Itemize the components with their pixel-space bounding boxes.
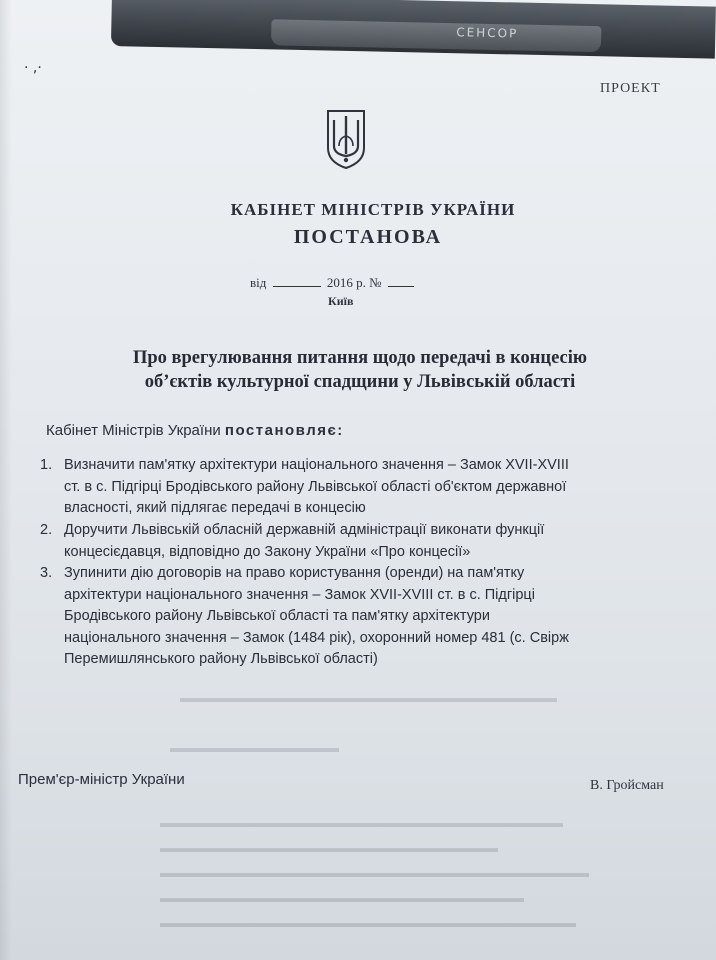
item-line: Зупинити дію договорів на право користування (оренди) на пам'ятку [64,565,525,581]
device-ridge [271,19,601,52]
preamble [46,422,344,439]
date-line [250,275,414,291]
date-year: 2016 р. № [326,275,382,290]
draft-mark: ПРОЕКТ [600,81,661,96]
bleed-through-text: ▬▬▬▬▬▬▬▬▬▬▬▬▬ [170,740,339,755]
item-number: 3. [40,565,53,581]
item-line: Визначити пам'ятку архітектури національного значення – Замок XVII-XVIII [64,457,569,473]
bleed-through-text: ▬▬▬▬▬▬▬▬▬▬▬▬▬▬▬▬▬▬▬▬▬▬▬▬▬▬▬▬▬▬▬▬▬ [160,865,589,880]
org-name: КАБІНЕТ МІНІСТРІВ УКРАЇНИ [230,200,516,219]
bleed-through-text: ▬▬▬▬▬▬▬▬▬▬▬▬▬▬▬▬▬▬▬▬▬▬▬▬▬▬ [160,840,498,855]
trident-emblem-icon [325,108,367,170]
bleed-through-text: ▬▬▬▬▬▬▬▬▬▬▬▬▬▬▬▬▬▬▬▬▬▬▬▬▬▬▬▬▬▬▬ [160,815,563,830]
item-line: Доручити Львівській обласній державній адміністрації виконати функції [64,522,545,538]
item-line: власності, який підлягає передачі в концесію [64,500,366,516]
city: Київ [328,294,354,308]
list-item [36,455,696,520]
item-line: Бродівського району Львівської області та пам'ятку архітектури [64,608,490,624]
number-blank [388,286,414,287]
preamble-subject: Кабінет Міністрів України [46,422,221,439]
bleed-through-text: ▬▬▬▬▬▬▬▬▬▬▬▬▬▬▬▬▬▬▬▬▬▬▬▬▬▬▬▬▬▬▬▬ [160,915,576,930]
item-number: 1. [40,457,53,473]
ink-smudge: · ,· [24,60,42,76]
signer-name: В. Гройсман [590,778,664,793]
title-line-2: об’єктів культурної спадщини у Львівській області [144,372,576,392]
signer-position: Прем'єр-міністр України [18,771,185,788]
list-item [36,563,696,671]
list-item [36,520,696,563]
date-blank [273,286,321,287]
item-line: національного значення – Замок (1484 рік), охоронний номер 481 (с. Свірж [64,629,569,646]
item-line: концесієдавця, відповідно до Закону України «Про концесії» [64,543,471,560]
bleed-through-text: ▬▬▬▬▬▬▬▬▬▬▬▬▬▬▬▬▬▬▬▬▬▬▬▬▬▬▬▬ [160,890,524,905]
date-prefix: від [250,275,267,290]
item-line: архітектури національного значення – Замок XVII-XVIII ст. в с. Підгірці [64,586,535,603]
device-brand: СЕНСОР [456,25,519,41]
bleed-through-text: ▬▬▬▬▬▬▬▬▬▬▬▬▬▬▬▬▬▬▬▬▬▬▬▬▬▬▬▬▬ [180,690,557,705]
item-line: Перемишлянського району Львівської області) [64,651,378,667]
preamble-verb: постановляє: [224,422,344,439]
decisions-list [36,455,696,671]
item-number: 2. [40,522,53,538]
title-line-1: Про врегулювання питання щодо передачі в концесію [132,348,588,368]
doc-type: ПОСТАНОВА [293,226,443,248]
page-shadow [0,0,12,960]
scanner-device [111,0,716,59]
item-line: ст. в с. Підгірці Бродівського району Львівської області об'єктом державної [64,478,567,495]
